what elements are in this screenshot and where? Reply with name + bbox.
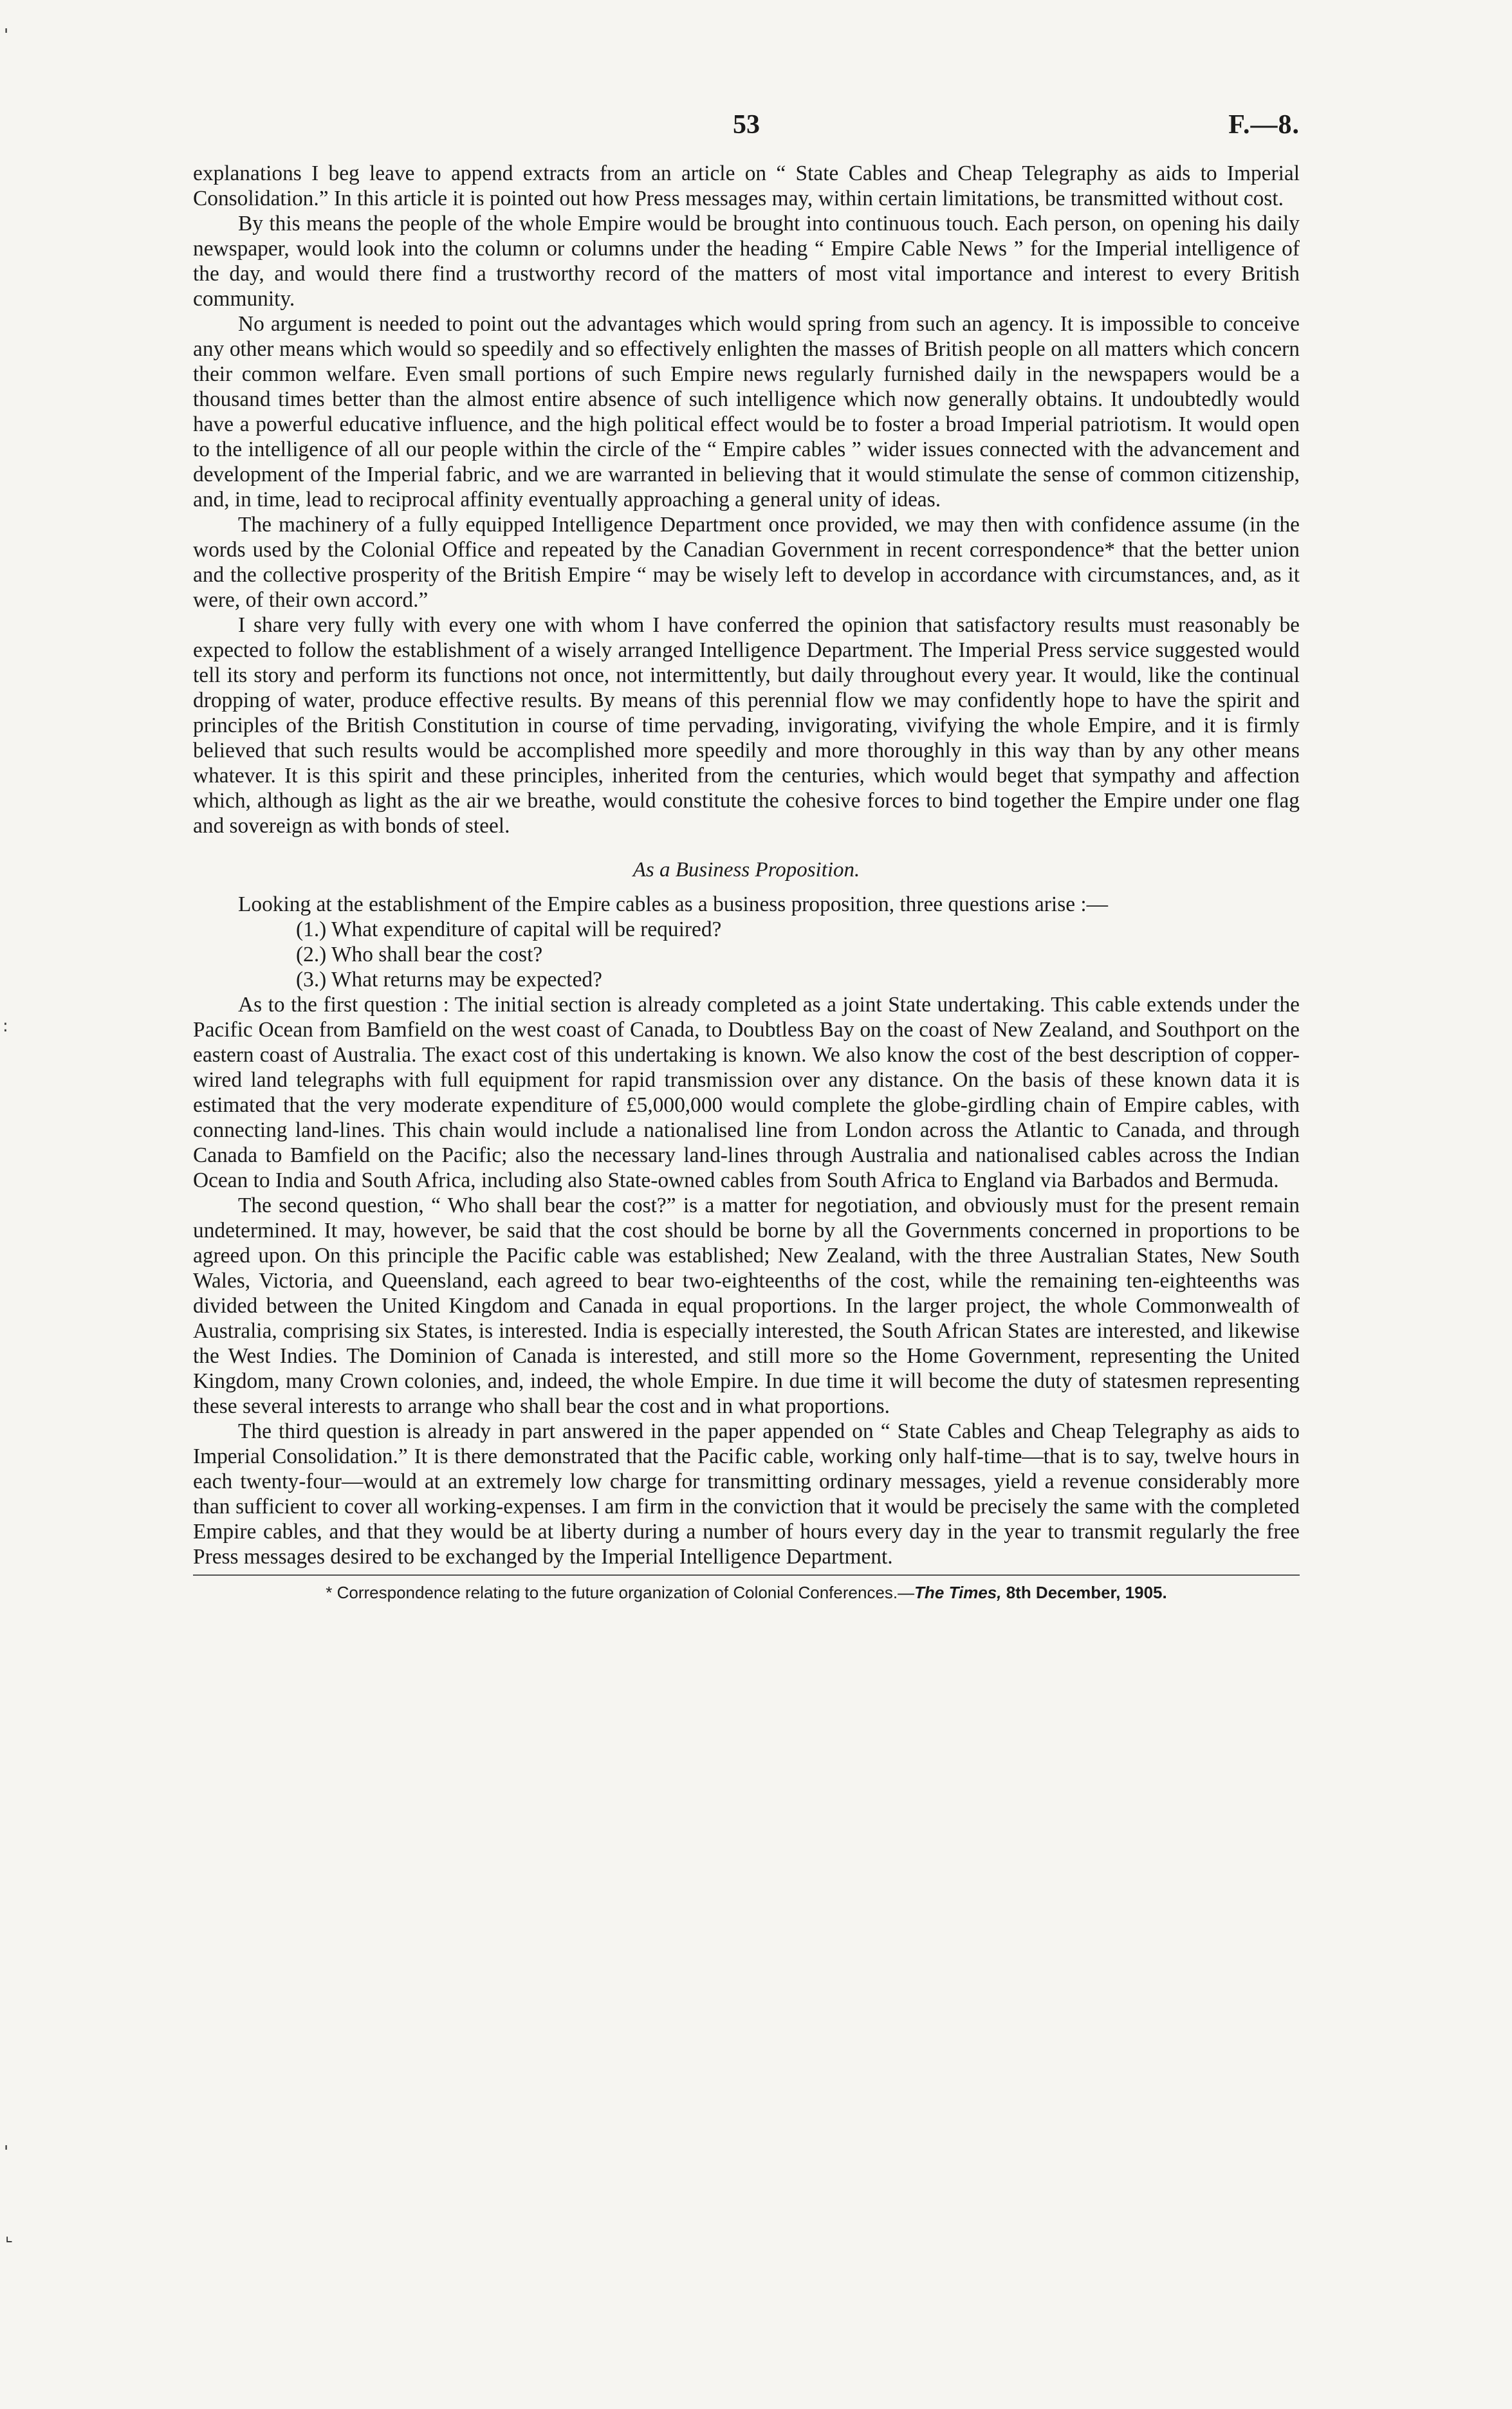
footnote-divider: [193, 1574, 1300, 1576]
paragraph: The second question, “ Who shall bear the cost?” is a matter for negotiation, and obviously must for the present remain undetermined. It may, however, be said that the cost should be borne by all the Governments concerned in proportions to be agreed upon. On this principle the Pacific cable was established; New Zealand, with the three Australian States, New South Wales, Victoria, and Queensland, each agreed to bear two-eighteenths of the cost, while the remaining ten-eighteenths was divided between the United Kingdom and Canada in equal proportions. In the larger project, the whole Commonwealth of Australia, comprising six States, is interested. India is especially interested, the South African States are interested, and likewise the West Indies. The Dominion of Canada is interested, and still more so the Home Government, representing the United Kingdom, many Crown colonies, and, indeed, the whole Empire. In due time it will become the duty of statesmen representing these several interests to arrange who shall bear the cost and in what proportions.: [193, 1194, 1300, 1418]
footnote-text: * Correspondence relating to the future organization of Colonial Conferences.—: [326, 1583, 915, 1602]
paragraph: The machinery of a fully equipped Intelligence Department once provided, we may then with confidence assume (in the words used by the Colonial Office and repeated by the Canadian Government in recent correspondence* that the better union and the collective prosperity of the British Empire “ may be wisely left to develop in accordance with circumstances, and, as it were, of their own accord.”: [193, 513, 1300, 612]
question-item: (1.) What expenditure of capital will be required?: [296, 918, 722, 941]
question-item: (2.) Who shall bear the cost?: [296, 943, 543, 966]
margin-mark: ⌞: [5, 2226, 14, 2246]
document-reference: F.—8.: [1228, 110, 1300, 140]
paragraph: No argument is needed to point out the advantages which would spring from such an agency. It is impossible to conceive any other means which would so speedily and so effectively enlighten the masses of British people on all matters which concern their common welfare. Even small portions of such Empire news regularly furnished daily in the newspapers would be a thousand times better than the almost entire absence of such intelligence which now generally obtains. It undoubtedly would have a powerful educative influence, and the high political effect would be to foster a broad Imperial patriotism. It would open to the intelligence of all our people within the circle of the “ Empire cables ” wider issues connected with the advancement and development of the Imperial fabric, and we are warranted in believing that it would stimulate the sense of common citizenship, and, in time, lead to reciprocal affinity eventually approaching a general unity of ideas.: [193, 312, 1300, 512]
paragraph: I share very fully with every one with whom I have conferred the opinion that satisfactory results must reasonably be expected to follow the establishment of a wisely arranged Intelligence Department. The Imperial Press service suggested would tell its story and perform its functions not once, not intermittently, but daily throughout every year. It would, like the continual dropping of water, produce effective results. By means of this perennial flow we may confidently hope to have the spirit and principles of the British Constitution in course of time pervading, invigorating, vivifying the whole Empire, and it is firmly believed that such results would be accomplished more speedily and more thoroughly in this way than by any other means whatever. It is this spirit and these principles, inherited from the centuries, which would beget that sympathy and affection which, although as light as the air we breathe, would constitute the cohesive forces to bind together the Empire under one flag and sovereign as with bonds of steel.: [193, 613, 1300, 838]
paragraph: By this means the people of the whole Empire would be brought into continuous touch. Each person, on opening his daily newspaper, would look into the column or columns under the heading “ Empire Cable News ” for the Imperial intelligence of the day, and would there find a trustworthy record of the matters of most vital importance and interest to every British community.: [193, 212, 1300, 311]
body-text-bottom: [193, 992, 1300, 1569]
margin-mark: ': [4, 26, 9, 45]
footnote-date: 8th December, 1905.: [1001, 1583, 1167, 1602]
paragraph: The third question is already in part answered in the paper appended on “ State Cables and Cheap Telegraphy as aids to Imperial Consolidation.” It is there demonstrated that the Pacific cable, working only half-time—that is to say, twelve hours in each twenty-four—would at an extremely low charge for transmitting ordinary messages, yield a revenue considerably more than sufficient to cover all working-expenses. I am firm in the conviction that it would be precisely the same with the completed Empire cables, and that they would be at liberty during a number of hours every day in the year to transmit regularly the free Press messages desired to be exchanged by the Imperial Intelligence Department.: [193, 1419, 1300, 1569]
question-list: [193, 917, 1300, 992]
body-text-top: [193, 161, 1300, 838]
document-page: [193, 109, 1300, 1603]
page-number: 53: [733, 110, 760, 140]
section-heading: As a Business Proposition.: [632, 858, 860, 881]
paragraph: As to the first question : The initial section is already completed as a joint State undertaking. This cable extends under the Pacific Ocean from Bamfield on the west coast of Canada, to Doubtless Bay on the coast of New Zealand, and Southport on the eastern coast of Australia. The exact cost of this undertaking is known. We also know the cost of the best description of copper-wired land telegraphs with full equipment for rapid transmission over any distance. On the basis of these known data it is estimated that the very moderate expenditure of £5,000,000 would complete the globe-girdling chain of Empire cables, with connecting land-lines. This chain would include a nationalised line from London across the Atlantic to Canada, and through Canada to Bamfield on the Pacific; also the necessary land-lines through Australia and nationalised cables across the Indian Ocean to India and South Africa, including also State-owned cables from South Africa to England via Barbados and Bermuda.: [193, 993, 1300, 1192]
question-item: (3.) What returns may be expected?: [296, 968, 602, 992]
intro-paragraph: Looking at the establishment of the Empire cables as a business proposition, three questions arise :—: [238, 892, 1109, 916]
paragraph: explanations I beg leave to append extracts from an article on “ State Cables and Cheap Telegraphy as aids to Imperial Consolidation.” In this article it is pointed out how Press messages may, within certain limitations, be transmitted without cost.: [193, 162, 1300, 210]
margin-mark: ': [4, 2143, 9, 2162]
footnote: [193, 1582, 1300, 1603]
page-header: [193, 109, 1300, 161]
margin-mark: :: [3, 1017, 8, 1036]
footnote-source: The Times,: [914, 1583, 1002, 1602]
